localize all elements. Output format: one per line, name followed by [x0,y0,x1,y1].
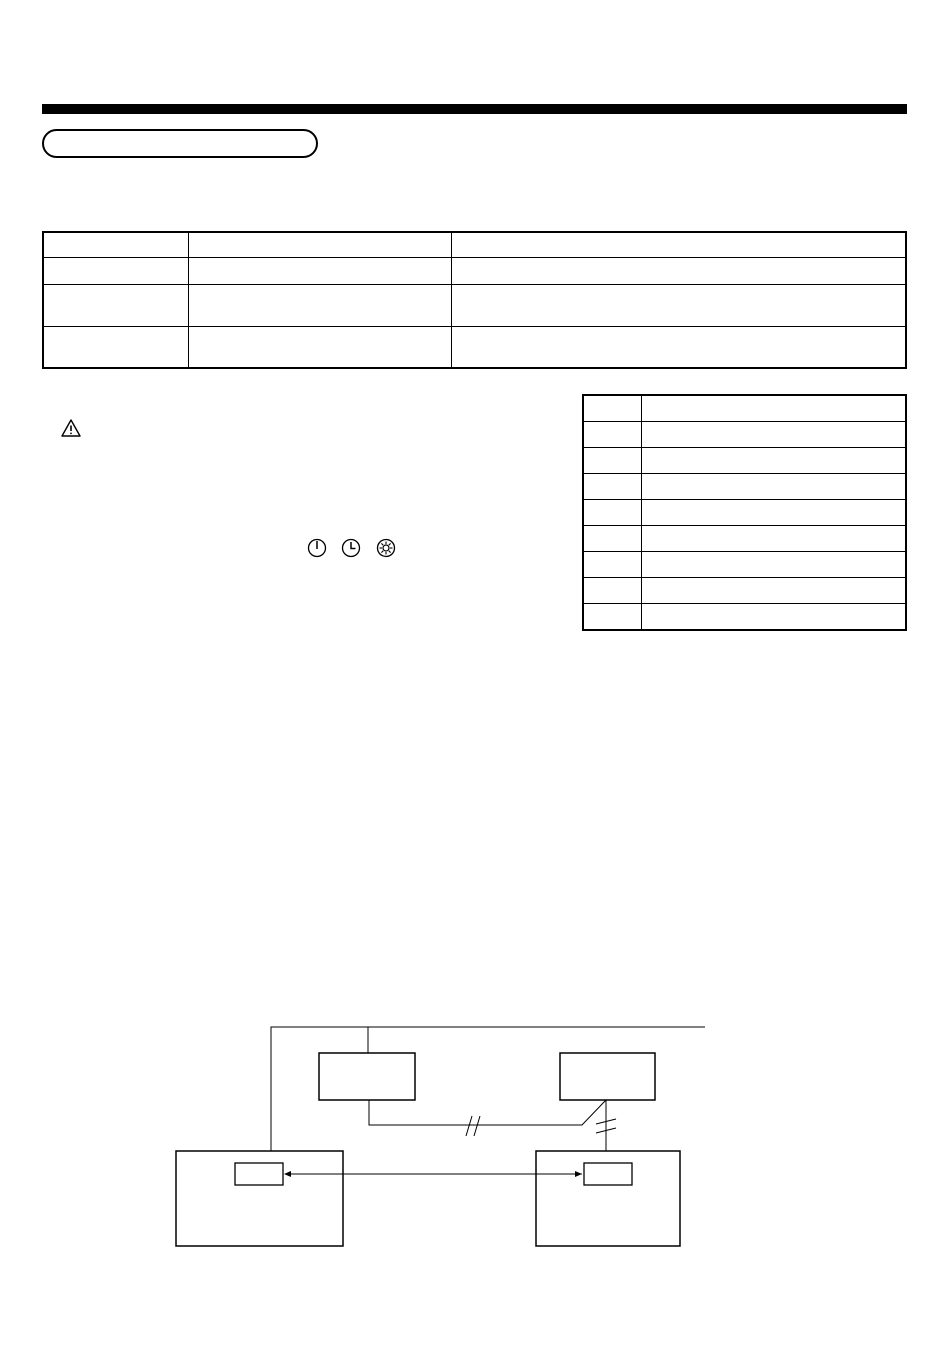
table-row [583,552,906,578]
table-row [43,284,906,326]
spec-table [42,231,907,369]
table-cell [641,500,906,526]
table-cell [641,552,906,578]
table-row [583,448,906,474]
table-cell [641,422,906,448]
table-cell [451,326,906,368]
table-cell [188,326,451,368]
table-cell [583,552,641,578]
table-cell [641,395,906,422]
table-row [43,232,906,257]
table-cell [43,257,188,284]
table-cell [583,526,641,552]
table-row [583,500,906,526]
signal-line [369,1100,606,1125]
header-rule [42,104,907,114]
power-icon [307,538,327,558]
upper-right-box [560,1053,655,1100]
table-row [583,395,906,422]
table-cell [583,448,641,474]
left-terminal [235,1163,283,1185]
table-cell [583,578,641,604]
break-mark [474,1116,480,1136]
table-row [43,326,906,368]
right-terminal [584,1163,632,1185]
table-row [583,526,906,552]
table-cell [188,232,451,257]
table-cell [583,500,641,526]
table-cell [43,284,188,326]
warning-triangle-icon [61,418,81,438]
wiring-diagram [160,1020,720,1260]
table-row [43,257,906,284]
section-title-pill [42,129,318,158]
table-cell [641,604,906,631]
table-row [583,422,906,448]
table-cell [641,448,906,474]
break-mark [466,1116,472,1136]
timer-clock-icon [341,538,361,558]
upper-left-box [319,1053,415,1100]
table-cell [583,422,641,448]
table-cell [641,578,906,604]
table-cell [583,474,641,500]
table-cell [451,232,906,257]
table-cell [43,326,188,368]
table-row [583,604,906,631]
table-row [583,474,906,500]
mode-sun-icon [376,538,396,558]
table-cell [188,284,451,326]
table-cell [641,526,906,552]
table-cell [641,474,906,500]
code-table [582,394,907,631]
table-cell [188,257,451,284]
table-cell [451,257,906,284]
table-cell [43,232,188,257]
table-cell [451,284,906,326]
table-cell [583,395,641,422]
table-row [583,578,906,604]
table-cell [583,604,641,631]
